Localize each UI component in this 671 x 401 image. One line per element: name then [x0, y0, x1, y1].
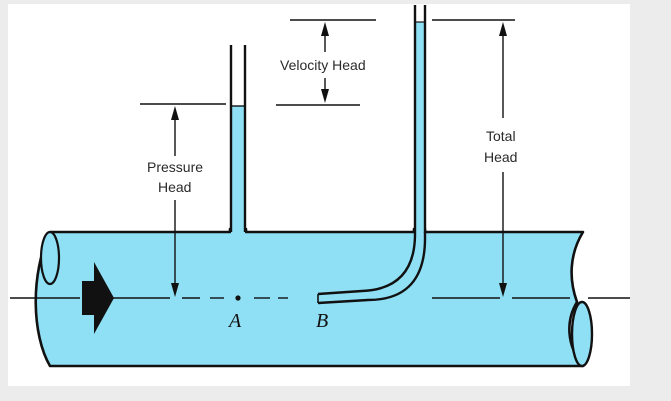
pressure-head-label-line2: Head [158, 179, 192, 195]
total-head-label-line2: Head [484, 149, 518, 165]
point-a-dot [235, 295, 240, 300]
pipe-left-end [41, 232, 59, 284]
point-b-label: B [316, 310, 329, 332]
point-a-label: A [229, 310, 242, 332]
velocity-head-label: Velocity Head [280, 57, 366, 73]
pipe-right-end [572, 302, 592, 366]
total-head-label-line1: Total [486, 128, 516, 144]
pressure-head-label-line1: Pressure [147, 159, 204, 175]
